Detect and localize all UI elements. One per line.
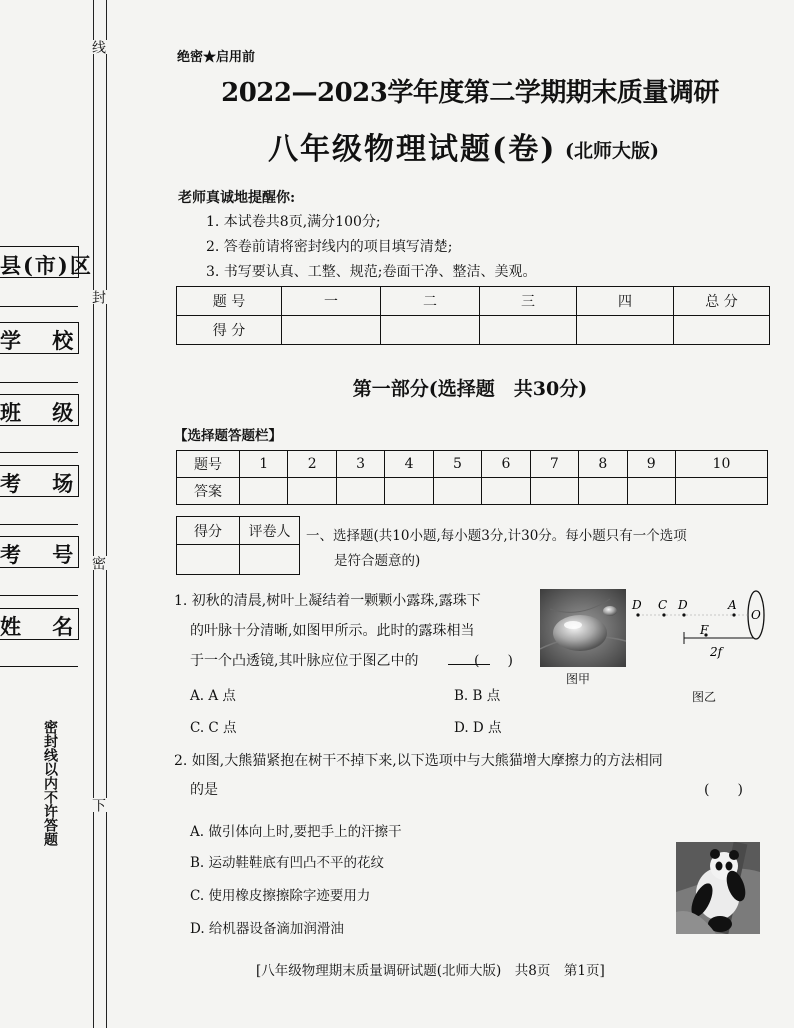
answer-cell-1[interactable] (240, 478, 288, 505)
label-a: A (728, 598, 737, 612)
fig-b-caption: 图乙 (692, 690, 717, 704)
score-header-4: 四 (577, 287, 674, 316)
q1-line1: 1. 初秋的清晨,树叶上凝结着一颗颗小露珠,露珠下 (174, 593, 481, 609)
confidential-mark: 绝密★启用前 (177, 49, 256, 64)
answer-header-9: 9 (627, 451, 675, 478)
dewdrop-image (540, 589, 626, 667)
point-a (732, 613, 735, 616)
district-blank[interactable] (0, 306, 78, 307)
score-cell-3[interactable] (480, 316, 577, 345)
q1-option-d[interactable]: D. D 点 (454, 720, 502, 736)
seal-notice: 密封线以内不许答题 (42, 720, 58, 846)
score-row-label: 得 分 (177, 316, 282, 345)
class-label: 班 级 (0, 400, 86, 425)
panda-photo (676, 842, 760, 934)
room-blank[interactable] (0, 524, 78, 525)
dewdrop-photo (540, 589, 626, 667)
answer-row-label: 答案 (177, 478, 240, 505)
q2-option-a[interactable]: A. 做引体向上时,要把手上的汗擦干 (190, 824, 402, 840)
section-one-instructions: 一、选择题(共10小题,每小题3分,计30分。每小题只有一个选项 (306, 528, 687, 544)
seal-mark-line: 线 (90, 40, 106, 54)
label-f: F (700, 623, 709, 637)
grader-table (176, 516, 300, 575)
score-cell-4[interactable] (577, 316, 674, 345)
answer-header-7: 7 (530, 451, 578, 478)
q2-line1: 2. 如图,大熊猫紧抱在树干不掉下来,以下选项中与大熊猫增大摩擦力的方法相同 (174, 753, 663, 769)
part-one-title: 第一部分(选择题 共30分) (352, 378, 588, 400)
q2-option-b[interactable]: B. 运动鞋鞋底有凹凸不平的花纹 (190, 855, 385, 871)
school-label: 学 校 (0, 328, 86, 353)
q1-option-c[interactable]: C. C 点 (190, 720, 237, 736)
q1-option-a[interactable]: A. A 点 (190, 688, 236, 704)
score-table (176, 286, 770, 345)
answer-cell-10[interactable] (675, 478, 767, 505)
grader-name-cell[interactable] (240, 545, 300, 575)
lens-diagram (628, 590, 770, 668)
q2-option-c[interactable]: C. 使用橡皮擦擦除字迹要用力 (190, 888, 371, 904)
exam-subtitle: 八年级物理试题(卷) (268, 132, 557, 167)
room-label: 考 场 (0, 471, 86, 496)
point-d (682, 613, 685, 616)
class-blank[interactable] (0, 452, 78, 453)
label-d-left: D (632, 598, 642, 612)
notice-item-2: 2. 答卷前请将密封线内的项目填写清楚; (206, 239, 453, 255)
answer-table (176, 450, 768, 505)
name-blank[interactable] (0, 666, 78, 667)
seal-mark-below: 下 (90, 798, 106, 812)
score-header-1: 一 (282, 287, 381, 316)
page-footer: [八年级物理期末质量调研试题(北师大版) 共8页 第1页] (256, 963, 605, 979)
grader-name-label: 评卷人 (240, 517, 300, 545)
answer-header-1: 1 (240, 451, 288, 478)
score-header-2: 二 (381, 287, 480, 316)
score-cell-2[interactable] (381, 316, 480, 345)
seal-line-outer (93, 0, 94, 1028)
panda-image (676, 842, 760, 934)
answer-cell-4[interactable] (385, 478, 433, 505)
answer-cell-6[interactable] (482, 478, 530, 505)
answer-header-8: 8 (579, 451, 627, 478)
point-d-left (636, 613, 639, 616)
answer-header-5: 5 (433, 451, 481, 478)
score-cell-total[interactable] (674, 316, 770, 345)
score-header-total: 总 分 (674, 287, 770, 316)
q1-line2: 的叶脉十分清晰,如图甲所示。此时的露珠相当 (190, 623, 475, 639)
seal-mark-secret: 密 (90, 556, 106, 570)
answer-bar-label: 【选择题答题栏】 (174, 428, 282, 444)
binding-strip (0, 0, 112, 1028)
seal-mark-seal: 封 (90, 290, 106, 304)
answer-header-6: 6 (482, 451, 530, 478)
score-header-label: 题 号 (177, 287, 282, 316)
answer-cell-7[interactable] (530, 478, 578, 505)
exam-edition: (北师大版) (565, 140, 659, 162)
q1-line3: 于一个凸透镜,其叶脉应位于图乙中的 (190, 653, 419, 669)
answer-cell-9[interactable] (627, 478, 675, 505)
answer-cell-8[interactable] (579, 478, 627, 505)
answer-header-2: 2 (288, 451, 336, 478)
section-one-instructions-2: 是符合题意的) (334, 553, 421, 569)
q2-line2: 的是 (190, 782, 218, 798)
notice-item-1: 1. 本试卷共8页,满分100分; (206, 214, 381, 230)
fig-a-caption: 图甲 (566, 672, 591, 686)
q2-bracket: ( ) (704, 782, 743, 798)
label-2f: 2f (710, 645, 723, 659)
label-o: O (751, 608, 761, 622)
q1-bracket: ( ) (474, 653, 513, 669)
seal-line-inner (106, 0, 107, 1028)
exam-number-blank[interactable] (0, 595, 78, 596)
answer-header-3: 3 (336, 451, 384, 478)
answer-header-4: 4 (385, 451, 433, 478)
answer-cell-3[interactable] (336, 478, 384, 505)
answer-header-10: 10 (675, 451, 767, 478)
name-label: 姓 名 (0, 614, 86, 639)
notice-heading: 老师真诚地提醒你: (178, 190, 296, 206)
exam-title: 2022—2023学年度第二学期期末质量调研 (221, 78, 719, 108)
answer-cell-2[interactable] (288, 478, 336, 505)
school-blank[interactable] (0, 382, 78, 383)
answer-header-label: 题号 (177, 451, 240, 478)
district-label: 县(市)区 (0, 253, 93, 278)
grader-score-label: 得分 (177, 517, 240, 545)
score-cell-1[interactable] (282, 316, 381, 345)
grader-score-cell[interactable] (177, 545, 240, 575)
score-header-3: 三 (480, 287, 577, 316)
notice-item-3: 3. 书写要认真、工整、规范;卷面干净、整洁、美观。 (206, 264, 537, 280)
q2-option-d[interactable]: D. 给机器设备滴加润滑油 (190, 921, 344, 937)
answer-cell-5[interactable] (433, 478, 481, 505)
point-c (662, 613, 665, 616)
exam-number-label: 考 号 (0, 542, 86, 567)
label-d: D (678, 598, 688, 612)
label-c: C (658, 598, 668, 612)
q1-option-b[interactable]: B. B 点 (454, 688, 501, 704)
